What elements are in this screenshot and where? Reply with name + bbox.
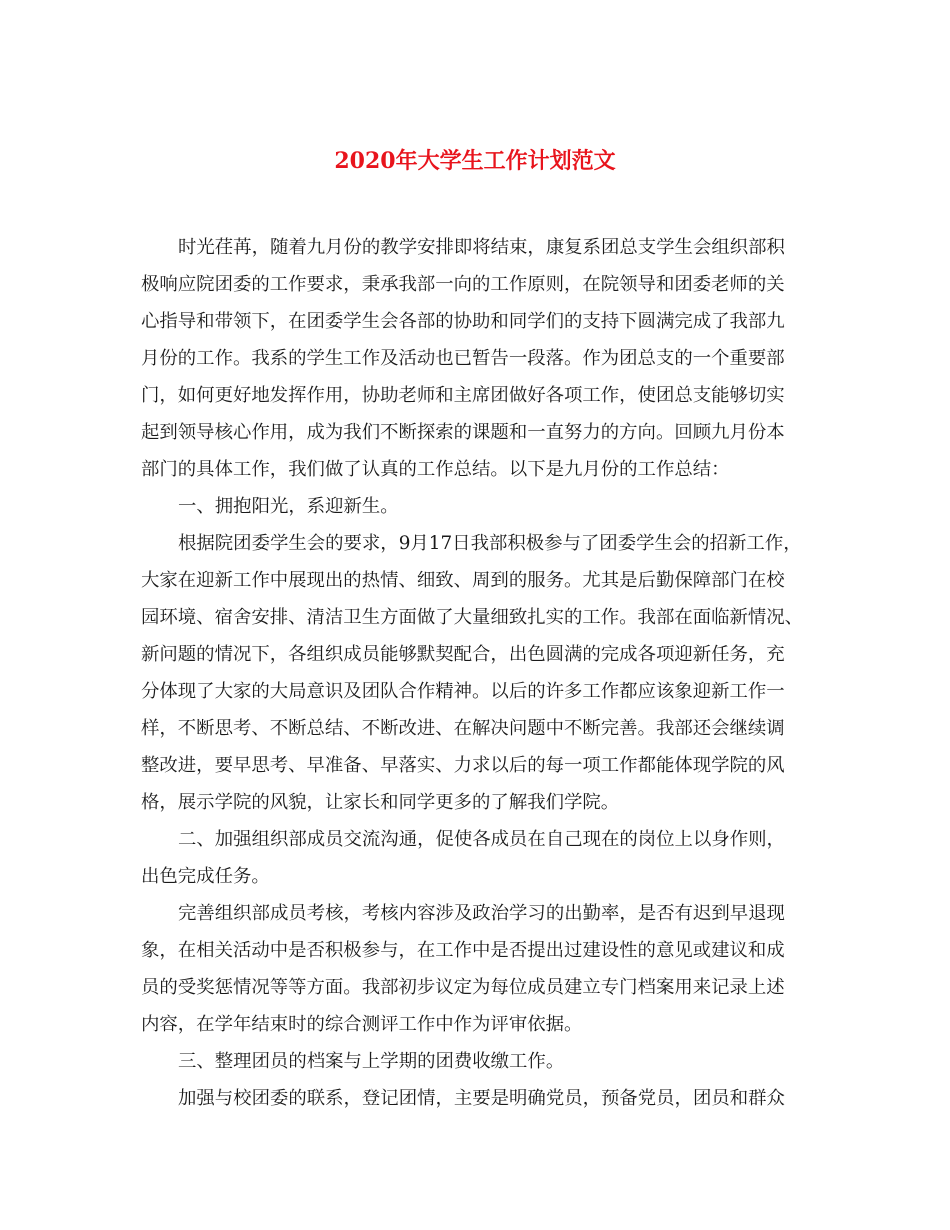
paragraph-line: 内容，在学年结束时的综合测评工作中作为评审依据。 (141, 1014, 583, 1035)
section-heading: 一、拥抱阳光，系迎新生。 (178, 496, 399, 517)
paragraph-line: 象，在相关活动中是否积极参与，在工作中是否提出过建设性的意见或建议和成 (141, 940, 785, 961)
paragraph-line: 分体现了大家的大局意识及团队合作精神。以后的许多工作都应该象迎新工作一 (141, 681, 785, 702)
section-heading: 三、整理团员的档案与上学期的团费收缴工作。 (178, 1051, 565, 1072)
paragraph-line: 样，不断思考、不断总结、不断改进、在解决问题中不断完善。我部还会继续调 (141, 718, 785, 739)
paragraph-line: 加强与校团委的联系，登记团情，主要是明确党员，预备党员，团员和群众 (178, 1088, 785, 1109)
section-heading: 出色完成任务。 (141, 866, 270, 887)
paragraph-line: 格，展示学院的风貌，让家长和同学更多的了解我们学院。 (141, 792, 620, 813)
document-body (141, 229, 811, 1117)
paragraph-line: 整改进，要早思考、早准备、早落实、力求以后的每一项工作都能体现学院的风 (141, 755, 785, 776)
paragraph-line: 大家在迎新工作中展现出的热情、细致、周到的服务。尤其是后勤保障部门在校 (141, 570, 785, 591)
paragraph-line: 月份的工作。我系的学生工作及活动也已暂告一段落。作为团总支的一个重要部 (141, 348, 785, 369)
section-heading: 二、加强组织部成员交流沟通，促使各成员在自己现在的岗位上以身作则， (178, 829, 785, 850)
paragraph-line: 员的受奖惩情况等等方面。我部初步议定为每位成员建立专门档案用来记录上述 (141, 977, 785, 998)
paragraph-line: 心指导和带领下，在团委学生会各部的协助和同学们的支持下圆满完成了我部九 (141, 311, 785, 332)
paragraph-line: 时光荏苒，随着九月份的教学安排即将结束，康复系团总支学生会组织部积 (178, 237, 785, 258)
paragraph-line: 完善组织部成员考核，考核内容涉及政治学习的出勤率，是否有迟到早退现 (178, 903, 785, 924)
paragraph-line: 极响应院团委的工作要求，秉承我部一向的工作原则，在院领导和团委老师的关 (141, 274, 785, 295)
paragraph-line: 部门的具体工作，我们做了认真的工作总结。以下是九月份的工作总结： (141, 459, 730, 480)
paragraph-line: 门，如何更好地发挥作用，协助老师和主席团做好各项工作，使团总支能够切实 (141, 385, 785, 406)
paragraph-line: 根据院团委学生会的要求，9月17日我部积极参与了团委学生会的招新工作， (178, 533, 802, 554)
document-title: 2020年大学生工作计划范文 (334, 148, 616, 174)
paragraph-line: 起到领导核心作用，成为我们不断探索的课题和一直努力的方向。回顾九月份本 (141, 422, 785, 443)
paragraph-line: 新问题的情况下，各组织成员能够默契配合，出色圆满的完成各项迎新任务，充 (141, 644, 785, 665)
paragraph-line: 园环境、宿舍安排、清洁卫生方面做了大量细致扎实的工作。我部在面临新情况、 (141, 607, 804, 628)
